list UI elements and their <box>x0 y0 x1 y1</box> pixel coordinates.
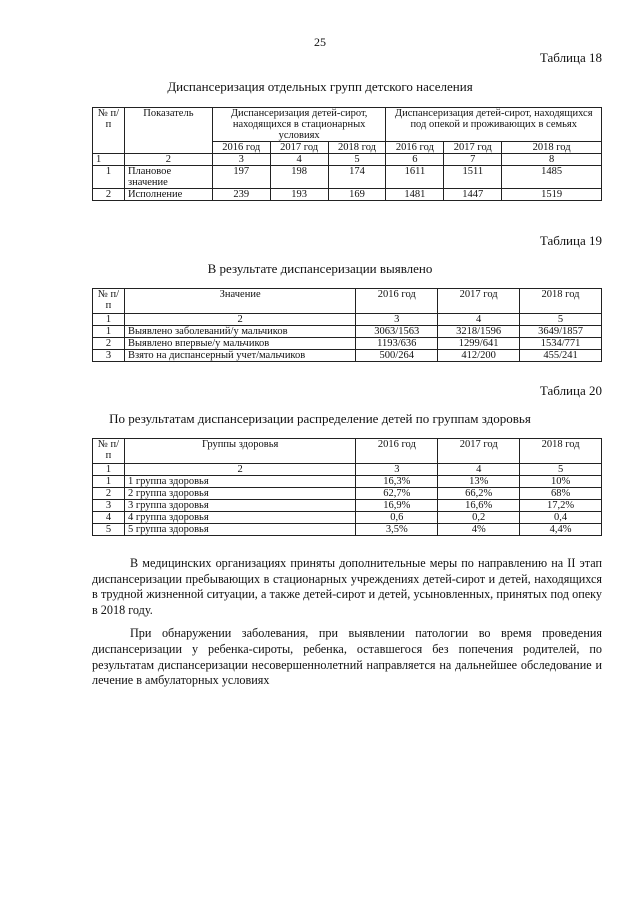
row-label: Выявлено заболеваний/у мальчиков <box>124 326 355 338</box>
cell-value: 13% <box>438 476 520 488</box>
header-num: № п/п <box>93 289 125 314</box>
cell-value: 239 <box>212 189 270 201</box>
column-number: 2 <box>124 314 355 326</box>
header-year: 2017 год <box>270 142 328 154</box>
cell-value: 193 <box>270 189 328 201</box>
cell-value: 0,2 <box>438 512 520 524</box>
row-number: 2 <box>93 488 125 500</box>
paragraph: В медицинских организациях приняты дополнительные меры по направлению на II этап диспансеризации пребывающих в стационарных учреждениях детей-сирот и детей, находящихся в трудной жизненной ситуации, а также детей-сирот и детей, усыновленных, принятых под опеку в 2018 году. <box>92 556 602 617</box>
row-label: 5 группа здоровья <box>124 524 355 536</box>
column-number: 5 <box>328 154 386 166</box>
table-18 <box>92 107 602 201</box>
table-row <box>93 476 602 488</box>
header-year: 2018 год <box>328 142 386 154</box>
column-number: 4 <box>270 154 328 166</box>
column-number: 3 <box>356 464 438 476</box>
table-row <box>93 524 602 536</box>
header-group-family: Диспансеризация детей-сирот, находящихся под опекой и проживающих в семьях <box>386 108 602 142</box>
header-year: 2016 год <box>356 289 438 314</box>
table-20 <box>92 438 602 536</box>
cell-value: 1481 <box>386 189 444 201</box>
column-number: 1 <box>93 314 125 326</box>
header-year: 2017 год <box>438 439 520 464</box>
header-year: 2018 год <box>520 289 602 314</box>
table-20-caption: Таблица 20 <box>539 383 602 398</box>
column-number: 3 <box>356 314 438 326</box>
row-number: 2 <box>93 189 125 201</box>
column-number: 5 <box>520 464 602 476</box>
row-number: 4 <box>93 512 125 524</box>
table-20-title: По результатам диспансеризации распределение детей по группам здоровья <box>109 411 531 426</box>
header-group-inpatient: Диспансеризация детей-сирот, находящихся в стационарных условиях <box>212 108 386 142</box>
row-number: 1 <box>93 166 125 189</box>
cell-value: 16,9% <box>356 500 438 512</box>
cell-value: 500/264 <box>356 350 438 362</box>
row-number: 1 <box>93 476 125 488</box>
cell-value: 169 <box>328 189 386 201</box>
column-number: 7 <box>444 154 502 166</box>
column-number: 1 <box>93 464 125 476</box>
table-header-row <box>93 108 602 142</box>
cell-value: 198 <box>270 166 328 189</box>
table-header-row <box>93 439 602 464</box>
row-label: Взято на диспансерный учет/мальчиков <box>124 350 355 362</box>
row-number: 3 <box>93 350 125 362</box>
cell-value: 4,4% <box>520 524 602 536</box>
table-row <box>93 166 602 189</box>
row-label: 3 группа здоровья <box>124 500 355 512</box>
column-number: 4 <box>438 464 520 476</box>
column-number: 2 <box>124 154 212 166</box>
header-value: Значение <box>124 289 355 314</box>
column-number: 8 <box>502 154 602 166</box>
cell-value: 197 <box>212 166 270 189</box>
table-row <box>93 189 602 201</box>
column-number: 5 <box>520 314 602 326</box>
row-label: 2 группа здоровья <box>124 488 355 500</box>
paragraph: При обнаружении заболевания, при выявлении патологии во время проведения диспансеризации у ребенка-сироты, ребенка, оставшегося без попечения родителей, по результатам диспансеризации несовершеннолетний направляется на дальнейшее обследование и лечение в амбулаторных условиях <box>92 626 602 688</box>
cell-value: 3063/1563 <box>356 326 438 338</box>
header-indicator: Показатель <box>124 108 212 154</box>
body-text <box>92 556 602 689</box>
cell-value: 10% <box>520 476 602 488</box>
table-19 <box>92 288 602 362</box>
cell-value: 455/241 <box>520 350 602 362</box>
table-row <box>93 488 602 500</box>
cell-value: 3,5% <box>356 524 438 536</box>
row-label: Плановое значение <box>124 166 212 189</box>
table-row <box>93 338 602 350</box>
row-number: 3 <box>93 500 125 512</box>
cell-value: 1534/771 <box>520 338 602 350</box>
cell-value: 174 <box>328 166 386 189</box>
column-number: 6 <box>386 154 444 166</box>
table-18-caption: Таблица 18 <box>539 50 602 65</box>
cell-value: 3649/1857 <box>520 326 602 338</box>
table-row <box>93 350 602 362</box>
row-number: 5 <box>93 524 125 536</box>
header-health-groups: Группы здоровья <box>124 439 355 464</box>
header-year: 2017 год <box>444 142 502 154</box>
header-year: 2016 год <box>386 142 444 154</box>
row-number: 1 <box>93 326 125 338</box>
cell-value: 1193/636 <box>356 338 438 350</box>
cell-value: 62,7% <box>356 488 438 500</box>
row-number: 2 <box>93 338 125 350</box>
table-19-title: В результате диспансеризации выявлено <box>207 261 433 276</box>
header-year: 2018 год <box>502 142 602 154</box>
row-label: 1 группа здоровья <box>124 476 355 488</box>
cell-value: 412/200 <box>438 350 520 362</box>
cell-value: 1485 <box>502 166 602 189</box>
page-number: 25 <box>314 35 326 49</box>
header-year: 2016 год <box>356 439 438 464</box>
cell-value: 17,2% <box>520 500 602 512</box>
cell-value: 16,6% <box>438 500 520 512</box>
column-number-row <box>93 314 602 326</box>
row-label: Выявлено впервые/у мальчиков <box>124 338 355 350</box>
table-row <box>93 500 602 512</box>
cell-value: 1447 <box>444 189 502 201</box>
header-year: 2016 год <box>212 142 270 154</box>
cell-value: 4% <box>438 524 520 536</box>
table-19-caption: Таблица 19 <box>539 233 602 248</box>
column-number: 1 <box>93 154 125 166</box>
cell-value: 1611 <box>386 166 444 189</box>
column-number: 2 <box>124 464 355 476</box>
header-num: № п/п <box>93 108 125 154</box>
cell-value: 0,4 <box>520 512 602 524</box>
table-header-row <box>93 289 602 314</box>
cell-value: 68% <box>520 488 602 500</box>
column-number: 4 <box>438 314 520 326</box>
cell-value: 1511 <box>444 166 502 189</box>
row-label: Исполнение <box>124 189 212 201</box>
column-number-row <box>93 154 602 166</box>
cell-value: 66,2% <box>438 488 520 500</box>
column-number-row <box>93 464 602 476</box>
cell-value: 3218/1596 <box>438 326 520 338</box>
table-18-title: Диспансеризация отдельных групп детского населения <box>167 79 473 94</box>
column-number: 3 <box>212 154 270 166</box>
cell-value: 1299/641 <box>438 338 520 350</box>
header-num: № п/п <box>93 439 125 464</box>
row-label: 4 группа здоровья <box>124 512 355 524</box>
table-row <box>93 326 602 338</box>
cell-value: 1519 <box>502 189 602 201</box>
header-year: 2017 год <box>438 289 520 314</box>
cell-value: 16,3% <box>356 476 438 488</box>
table-row <box>93 512 602 524</box>
cell-value: 0,6 <box>356 512 438 524</box>
header-year: 2018 год <box>520 439 602 464</box>
